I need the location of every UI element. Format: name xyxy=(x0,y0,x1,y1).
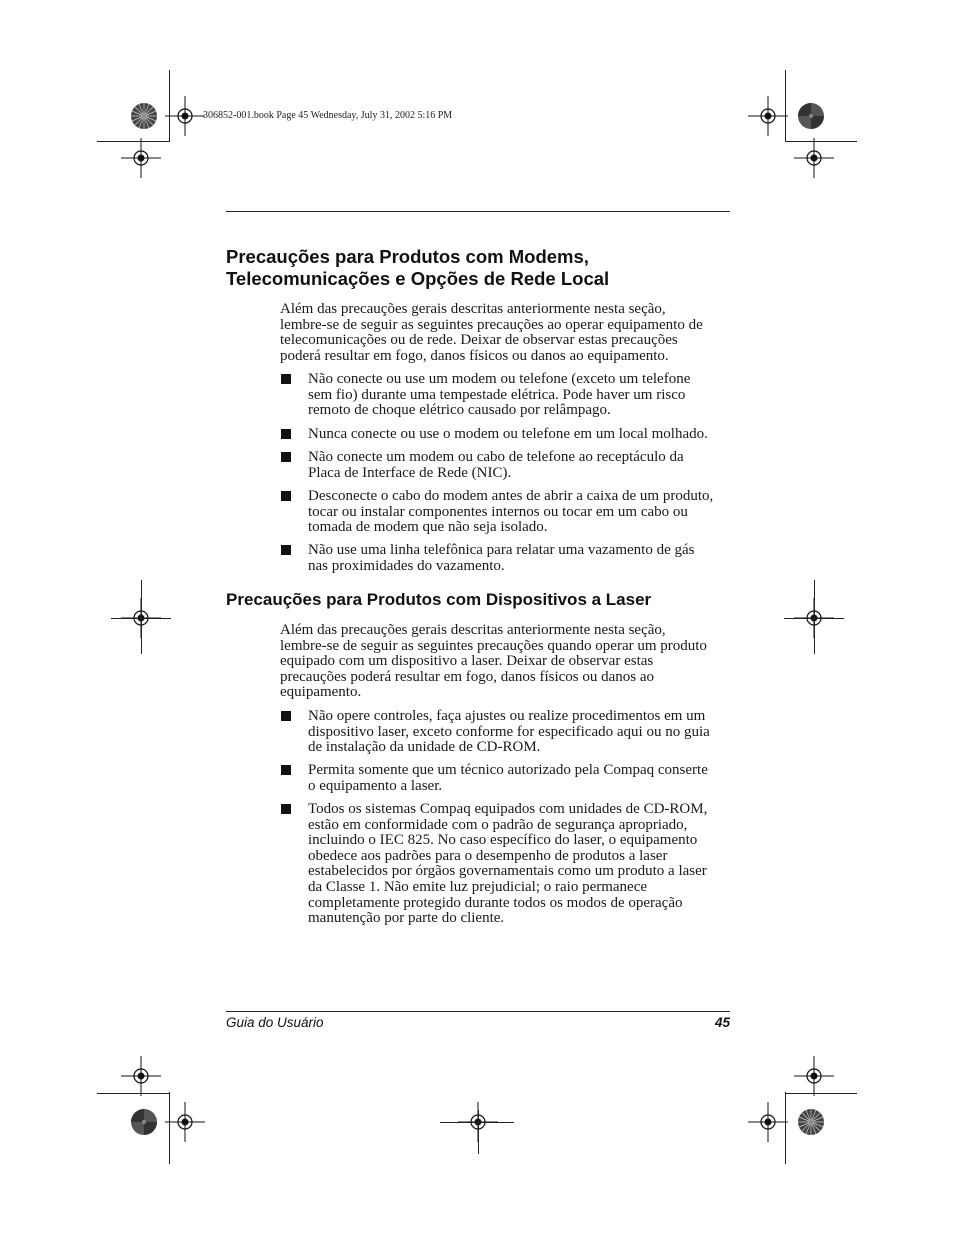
text-line: Não opere controles, faça ajustes ou realize procedimentos em um xyxy=(308,708,706,724)
text-line: Todos os sistemas Compaq equipados com unidades de CD-ROM, xyxy=(308,801,708,817)
crop-line xyxy=(478,1110,479,1154)
text-line: da Classe 1. Não emite luz prejudicial; o raio permanece xyxy=(308,878,648,895)
text-line: Placa de Interface de Rede (NIC). xyxy=(308,464,512,481)
list-item-text xyxy=(308,427,732,443)
bullet-square-icon xyxy=(281,491,291,501)
text-line: obedece aos padrões para o desempenho de produtos a laser xyxy=(308,847,668,864)
registration-target-icon xyxy=(121,138,161,178)
registration-target-icon xyxy=(121,1056,161,1096)
color-wheel-icon xyxy=(797,1108,825,1136)
section-title: Precauções para Produtos com Dispositivos a Laser xyxy=(226,590,652,609)
text-line: telecomunicações ou de rede. Deixar de observar estas precauções xyxy=(280,332,678,349)
text-line: Desconecte o cabo do modem antes de abrir a caixa de um produto, xyxy=(308,488,714,504)
list-item-text xyxy=(308,489,732,536)
text-line: lembre-se de seguir as seguintes precauções quando operar um produto xyxy=(280,637,707,654)
text-line: nas proximidades do vazamento. xyxy=(308,557,505,574)
bullet-square-icon xyxy=(281,452,291,462)
text-line: Nunca conecte ou use o modem ou telefone em um local molhado. xyxy=(308,426,708,442)
text-line: lembre-se de seguir as seguintes precauções ao operar equipamento de xyxy=(280,316,703,333)
text-line: Permita somente que um técnico autorizado pela Compaq conserte xyxy=(308,762,708,778)
color-wheel-icon xyxy=(797,102,825,130)
text-line: Não conecte um modem ou cabo de telefone ao receptáculo da xyxy=(308,449,684,465)
list-item xyxy=(280,427,732,443)
text-line: manutenção por parte do cliente. xyxy=(308,910,505,927)
bullet-square-icon xyxy=(281,545,291,555)
crop-line xyxy=(814,580,815,654)
text-line: precauções poderá resultar em fogo, danos físicos ou danos ao xyxy=(280,668,655,685)
bullet-square-icon xyxy=(281,711,291,721)
footer-rule xyxy=(226,1011,730,1012)
list-item xyxy=(280,763,732,794)
list-item xyxy=(280,372,732,419)
section-title-line: Precauções para Produtos com Modems, xyxy=(226,246,589,267)
list-item-text xyxy=(308,763,732,794)
registration-target-icon xyxy=(748,96,788,136)
section-title xyxy=(226,246,746,290)
text-line: tocar ou instalar componentes internos ou tocar em um cabo ou xyxy=(308,503,688,520)
registration-target-icon xyxy=(748,1102,788,1142)
crop-line xyxy=(440,1122,514,1123)
registration-target-icon xyxy=(794,138,834,178)
page-number: 45 xyxy=(714,1015,730,1030)
list-item-text xyxy=(308,372,732,419)
text-line: o equipamento a laser. xyxy=(308,777,443,794)
list-item xyxy=(280,709,732,756)
color-wheel-icon xyxy=(130,102,158,130)
crop-line xyxy=(141,580,142,654)
intro-paragraph xyxy=(280,302,732,364)
text-line: Não conecte ou use um modem ou telefone (exceto um telefone xyxy=(308,371,691,387)
list-item-text xyxy=(308,450,732,481)
text-line: sem fio) durante uma tempestade elétrica. Pode haver um risco xyxy=(308,386,686,403)
bullet-square-icon xyxy=(281,429,291,439)
book-info: 306852-001.book Page 45 Wednesday, July 31, 2002 5:16 PM xyxy=(203,110,453,121)
registration-target-icon xyxy=(165,96,205,136)
intro-paragraph xyxy=(280,623,732,701)
list-item xyxy=(280,489,732,536)
text-line: equipado com um dispositivo a laser. Deixar de observar estas xyxy=(280,653,654,670)
text-line: dispositivo laser, exceto conforme for especificado aqui ou no guia xyxy=(308,723,710,740)
text-line: remoto de choque elétrico causado por relâmpago. xyxy=(308,402,611,419)
text-line: de instalação da unidade de CD-ROM. xyxy=(308,739,541,756)
color-wheel-icon xyxy=(130,1108,158,1136)
text-line: estão em conformidade com o padrão de segurança apropriado, xyxy=(308,816,688,833)
bullet-square-icon xyxy=(281,765,291,775)
bullet-square-icon xyxy=(281,804,291,814)
footer-title: Guia do Usuário xyxy=(226,1015,324,1030)
text-line: estabelecidos por órgãos governamentais como um produto a laser xyxy=(308,863,707,880)
list-item xyxy=(280,450,732,481)
bullet-square-icon xyxy=(281,374,291,384)
text-line: Além das precauções gerais descritas anteriormente nesta seção, xyxy=(280,622,666,638)
section-title-line: Telecomunicações e Opções de Rede Local xyxy=(226,268,610,289)
text-line: equipamento. xyxy=(280,684,362,701)
registration-target-icon xyxy=(165,1102,205,1142)
list-item-text xyxy=(308,802,732,927)
text-line: poderá resultar em fogo, danos físicos ou danos ao equipamento. xyxy=(280,347,669,364)
header-rule xyxy=(226,211,730,212)
text-line: incluindo o IEC 825. No caso específico do laser, o equipamento xyxy=(308,832,698,849)
text-line: Não use uma linha telefônica para relatar uma vazamento de gás xyxy=(308,542,695,558)
list-item xyxy=(280,802,732,927)
list-item-text xyxy=(308,543,732,574)
text-line: completamente protegido durante todos os modos de operação xyxy=(308,894,683,911)
text-line: Além das precauções gerais descritas anteriormente nesta seção, xyxy=(280,301,666,317)
list-item xyxy=(280,543,732,574)
list-item-text xyxy=(308,709,732,756)
registration-target-icon xyxy=(794,1056,834,1096)
text-line: tomada de modem que não seja isolado. xyxy=(308,519,548,536)
